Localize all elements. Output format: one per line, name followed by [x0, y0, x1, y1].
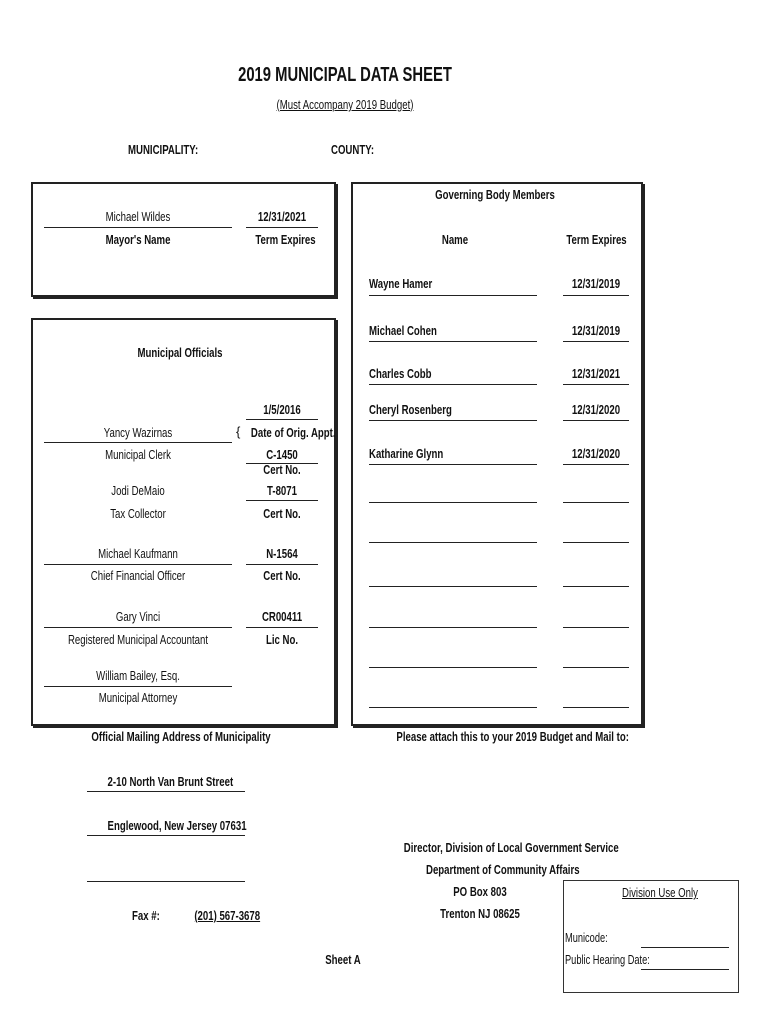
member-name-line	[369, 420, 537, 421]
member-name-line	[369, 384, 537, 385]
member-term-line	[563, 464, 629, 465]
attorney-name-line	[44, 686, 232, 687]
clerk-title: Municipal Clerk	[105, 447, 171, 462]
clerk-name-line	[44, 442, 232, 443]
member-name-line	[369, 627, 537, 628]
member-term: 12/31/2021	[571, 366, 621, 381]
member-term: 12/31/2020	[571, 446, 621, 461]
orig-appt-label: Date of Orig. Appt.	[250, 425, 336, 440]
hearing-date-label: Public Hearing Date:	[565, 953, 650, 967]
mail-to-line2: Department of Community Affairs	[426, 862, 580, 877]
member-name: Cheryl Rosenberg	[369, 402, 452, 417]
clerk-name: Yancy Wazirnas	[103, 425, 173, 440]
tax-cert-line	[246, 500, 318, 501]
rma-name-line	[44, 627, 232, 628]
member-term-line	[563, 295, 629, 296]
tax-cert: T-8071	[267, 483, 297, 498]
member-name: Charles Cobb	[369, 366, 432, 381]
member-term-line	[563, 502, 629, 503]
member-term-line	[563, 627, 629, 628]
mayor-term-label: Term Expires	[255, 232, 316, 247]
fax-number: (201) 567-3678	[194, 908, 261, 923]
cfo-name: Michael Kaufmann	[98, 546, 178, 561]
page-title: 2019 MUNICIPAL DATA SHEET	[238, 64, 452, 86]
member-name-line	[369, 586, 537, 587]
member-name-line	[369, 464, 537, 465]
mayor-name: Michael Wildes	[105, 209, 171, 224]
cfo-name-line	[44, 564, 232, 565]
municode-field[interactable]	[641, 947, 729, 948]
member-term-line	[563, 341, 629, 342]
member-term-line	[563, 667, 629, 668]
member-term-line	[563, 542, 629, 543]
mailing-label: Official Mailing Address of Municipality	[91, 729, 271, 744]
page-subtitle: (Must Accompany 2019 Budget)	[276, 97, 414, 112]
fax-label: Fax #:	[132, 908, 160, 923]
tax-cert-label: Cert No.	[263, 506, 301, 521]
cfo-cert: N-1564	[266, 546, 298, 561]
member-name: Michael Cohen	[369, 323, 437, 338]
mayor-term-line	[246, 227, 318, 228]
member-term-line	[563, 420, 629, 421]
hearing-date-field[interactable]	[641, 969, 729, 970]
member-name: Wayne Hamer	[369, 276, 433, 291]
governing-col-name: Name	[441, 232, 469, 247]
member-name: Katharine Glynn	[369, 446, 444, 461]
attorney-name: William Bailey, Esq.	[96, 668, 180, 683]
mailing-line1-rule	[87, 791, 245, 792]
governing-heading: Governing Body Members	[435, 187, 555, 202]
member-name-line	[369, 341, 537, 342]
sheet-label: Sheet A	[325, 952, 361, 967]
clerk-cert: C-1450	[266, 447, 298, 462]
member-term: 12/31/2020	[571, 402, 621, 417]
mayor-name-line	[44, 227, 232, 228]
member-name-line	[369, 707, 537, 708]
mayor-term: 12/31/2021	[257, 209, 307, 224]
cfo-cert-line	[246, 564, 318, 565]
brace-glyph: {	[236, 424, 241, 439]
member-name-line	[369, 667, 537, 668]
tax-title: Tax Collector	[110, 506, 166, 521]
attach-note: Please attach this to your 2019 Budget and Mail to:	[396, 729, 629, 744]
member-name-line	[369, 502, 537, 503]
mailing-line2: Englewood, New Jersey 07631	[107, 818, 247, 833]
member-term: 12/31/2019	[571, 276, 621, 291]
rma-cert-line	[246, 627, 318, 628]
rma-cert: CR00411	[261, 609, 303, 624]
officials-heading: Municipal Officials	[137, 345, 223, 360]
rma-cert-label: Lic No.	[265, 632, 299, 647]
orig-appt-date: 1/5/2016	[263, 402, 301, 417]
rma-title: Registered Municipal Accountant	[67, 632, 209, 647]
member-name-line	[369, 542, 537, 543]
municode-label: Municode:	[565, 931, 608, 945]
officials-box	[31, 318, 336, 726]
member-term: 12/31/2019	[571, 323, 621, 338]
mailing-line1: 2-10 North Van Brunt Street	[107, 774, 234, 789]
member-name-line	[369, 295, 537, 296]
orig-appt-line	[246, 419, 318, 420]
mail-to-line1: Director, Division of Local Government Service	[403, 840, 619, 855]
county-label: COUNTY:	[331, 142, 375, 157]
mailing-line2-rule	[87, 835, 245, 836]
municipality-label: MUNICIPALITY:	[128, 142, 199, 157]
mail-to-line4: Trenton NJ 08625	[440, 906, 520, 921]
cfo-title: Chief Financial Officer	[90, 568, 186, 583]
rma-name: Gary Vinci	[115, 609, 161, 624]
attorney-title: Municipal Attorney	[98, 690, 178, 705]
mailing-line3-rule	[87, 881, 245, 882]
member-term-line	[563, 586, 629, 587]
member-term-line	[563, 384, 629, 385]
division-title: Division Use Only	[622, 885, 698, 900]
tax-name: Jodi DeMaio	[111, 483, 165, 498]
clerk-cert-label: Cert No.	[263, 462, 301, 477]
cfo-cert-label: Cert No.	[263, 568, 301, 583]
mail-to-line3: PO Box 803	[453, 884, 507, 899]
mayor-name-label: Mayor's Name	[105, 232, 171, 247]
governing-col-term: Term Expires	[566, 232, 627, 247]
member-term-line	[563, 707, 629, 708]
